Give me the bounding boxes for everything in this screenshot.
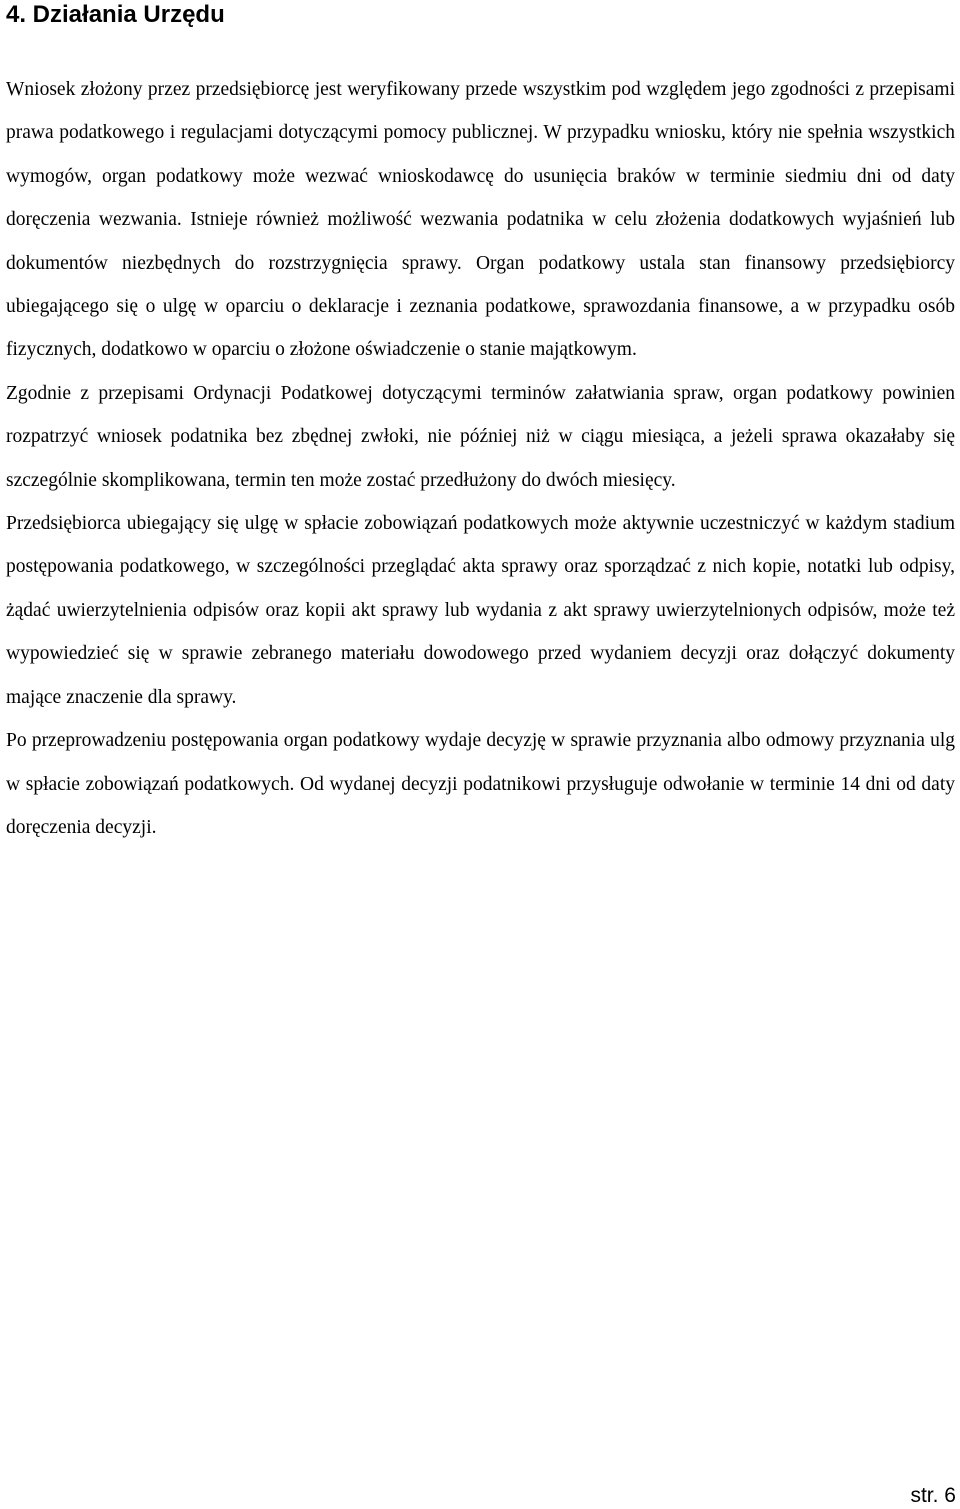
section-heading: 4. Działania Urzędu	[6, 1, 225, 28]
paragraph-decision: Po przeprowadzeniu postępowania organ podatkowy wydaje decyzję w sprawie przyznania albo odmowy przyznania ulg w spłacie zobowiązań podatkowych. Od wydanej decyzji podatnikowi przysługuje odwołanie w terminie 14 dni od daty doręczenia decyzji.	[6, 730, 955, 838]
page-number: str. 6	[910, 1484, 956, 1507]
paragraph-verification: Wniosek złożony przez przedsiębiorcę jest weryfikowany przede wszystkim pod względem jego zgodności z przepisami prawa podatkowego i regulacjami dotyczącymi pomocy publicznej. W przypadku wniosku, który nie spełnia wszystkich wymogów, organ podatkowy może wezwać wnioskodawcę do usunięcia braków w terminie siedmiu dni od daty doręczenia wezwania. Istnieje również możliwość wezwania podatnika w celu złożenia dodatkowych wyjaśnień lub dokumentów niezbędnych do rozstrzygnięcia sprawy. Organ podatkowy ustala stan finansowy przedsiębiorcy ubiegającego się o ulgę w oparciu o deklaracje i zeznania podatkowe, sprawozdania finansowe, a w przypadku osób fizycznych, dodatkowo w oparciu o złożone oświadczenie o stanie majątkowym.	[6, 79, 955, 361]
paragraph-participation: Przedsiębiorca ubiegający się ulgę w spłacie zobowiązań podatkowych może aktywnie uczestniczyć w każdym stadium postępowania podatkowego, w szczególności przeglądać akta sprawy oraz sporządzać z nich kopie, notatki lub odpisy, żądać uwierzytelnienia odpisów oraz kopii akt sprawy lub wydania z akt sprawy uwierzytelnionych odpisów, może też wypowiedzieć się w sprawie zebranego materiału dowodowego przed wydaniem decyzji oraz dołączyć dokumenty mające znaczenie dla sprawy.	[6, 513, 955, 708]
paragraph-deadlines: Zgodnie z przepisami Ordynacji Podatkowej dotyczącymi terminów załatwiania spraw, organ podatkowy powinien rozpatrzyć wniosek podatnika bez zbędnej zwłoki, nie później niż w ciągu miesiąca, a jeżeli sprawa okazałaby się szczególnie skomplikowana, termin ten może zostać przedłużony do dwóch miesięcy.	[6, 382, 955, 491]
document-body	[6, 68, 955, 849]
